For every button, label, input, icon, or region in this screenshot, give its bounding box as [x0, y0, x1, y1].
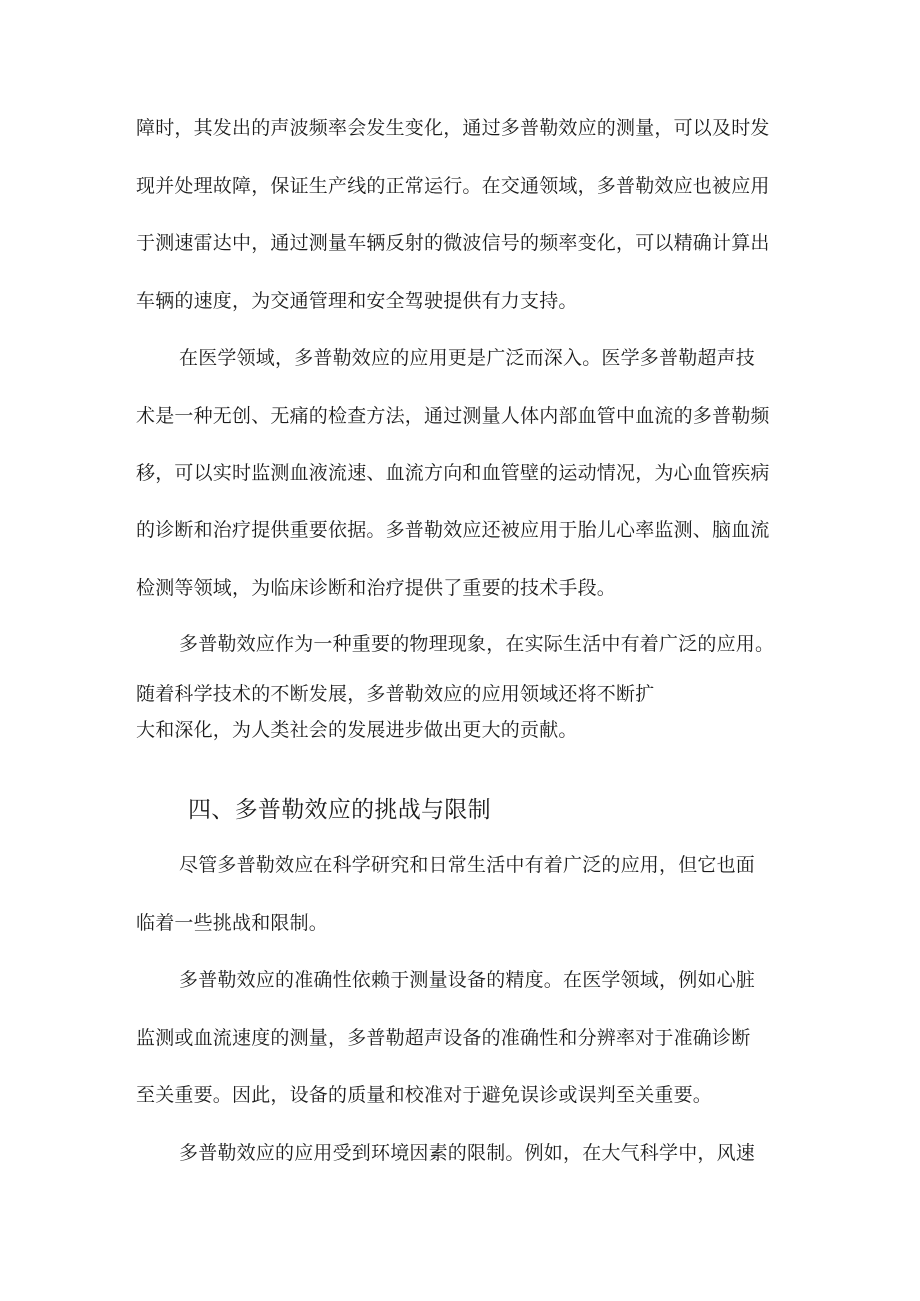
paragraph-1-line-2: 现并处理故障，保证生产线的正常运行。在交通领域，多普勒效应也被应用	[136, 175, 770, 197]
paragraph-3-line-3: 大和深化，为人类社会的发展进步做出更大的贡献。	[136, 719, 578, 741]
paragraph-2-line-2: 术是一种无创、无痛的检查方法，通过测量人体内部血管中血流的多普勒频	[136, 405, 770, 427]
paragraph-6-line-1: 多普勒效应的应用受到环境因素的限制。例如，在大气科学中，风速	[179, 1142, 756, 1164]
paragraph-5-line-3: 至关重要。因此，设备的质量和校准对于避免误诊或误判至关重要。	[136, 1084, 713, 1106]
paragraph-3-line-1: 多普勒效应作为一种重要的物理现象，在实际生活中有着广泛的应用。	[179, 633, 775, 655]
paragraph-3-line-2: 随着科学技术的不断发展，多普勒效应的应用领域还将不断扩	[136, 683, 655, 705]
paragraph-2-line-4: 的诊断和治疗提供重要依据。多普勒效应还被应用于胎儿心率监测、脑血流	[136, 519, 770, 541]
paragraph-5-line-2: 监测或血流速度的测量，多普勒超声设备的准确性和分辨率对于准确诊断	[136, 1027, 751, 1049]
paragraph-1-line-4: 车辆的速度，为交通管理和安全驾驶提供有力支持。	[136, 290, 578, 312]
paragraph-5-line-1: 多普勒效应的准确性依赖于测量设备的精度。在医学领域，例如心脏	[179, 969, 756, 991]
section-heading: 四、多普勒效应的挑战与限制	[188, 797, 491, 823]
paragraph-2-line-3: 移，可以实时监测血液流速、血流方向和血管壁的运动情况，为心血管疾病	[136, 462, 770, 484]
paragraph-2-line-5: 检测等领域，为临床诊断和治疗提供了重要的技术手段。	[136, 577, 617, 599]
paragraph-2-line-1: 在医学领域，多普勒效应的应用更是广泛而深入。医学多普勒超声技	[179, 347, 756, 369]
paragraph-4-line-1: 尽管多普勒效应在科学研究和日常生活中有着广泛的应用，但它也面	[179, 854, 756, 876]
paragraph-4-line-2: 临着一些挑战和限制。	[136, 912, 329, 934]
paragraph-1-line-3: 于测速雷达中，通过测量车辆反射的微波信号的频率变化，可以精确计算出	[136, 232, 770, 254]
paragraph-1-line-1: 障时，其发出的声波频率会发生变化，通过多普勒效应的测量，可以及时发	[136, 117, 770, 139]
